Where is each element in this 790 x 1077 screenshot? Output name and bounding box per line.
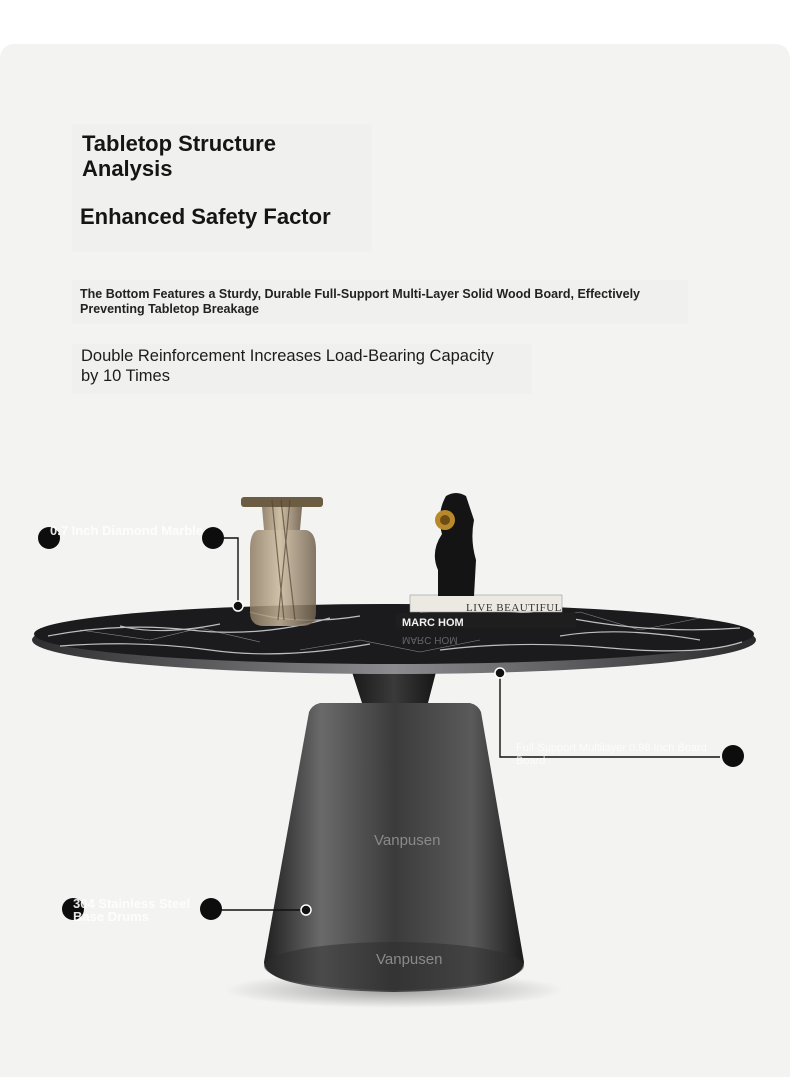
page-subtitle: Enhanced Safety Factor <box>80 204 331 229</box>
book-top-label: LIVE BEAUTIFUL <box>466 602 562 614</box>
base-neck <box>352 672 436 703</box>
base-callout-dot <box>301 905 311 915</box>
book-reflection-label: MARC HOM <box>402 634 458 645</box>
board-callout-label: Full-Support Multilayer 0.98 Inch Board Board <box>516 742 707 767</box>
load-description: Double Reinforcement Increases Load-Bearing Capacity by 10 Times <box>81 347 494 385</box>
brand-mark-lower: Vanpusen <box>376 951 443 968</box>
page-title: Tabletop Structure Analysis <box>82 131 276 181</box>
sculpture <box>435 493 476 596</box>
marble-callout-label: 0.7 Inch Diamond Marble <box>50 524 204 538</box>
board-callout-badge <box>722 745 744 767</box>
tabletop-marble <box>34 604 754 664</box>
board-callout-dot <box>495 668 505 678</box>
brand-mark-upper: Vanpusen <box>374 832 441 849</box>
base-callout-label: 304 Stainless Steel Base Drums <box>73 897 191 924</box>
marble-callout-dot <box>233 601 243 611</box>
book-bottom-label: MARC HOM <box>402 617 464 629</box>
support-description: The Bottom Features a Sturdy, Durable Full-Support Multi-Layer Solid Wood Board, Effectively Preventing Tabletop Breakage <box>80 287 641 316</box>
